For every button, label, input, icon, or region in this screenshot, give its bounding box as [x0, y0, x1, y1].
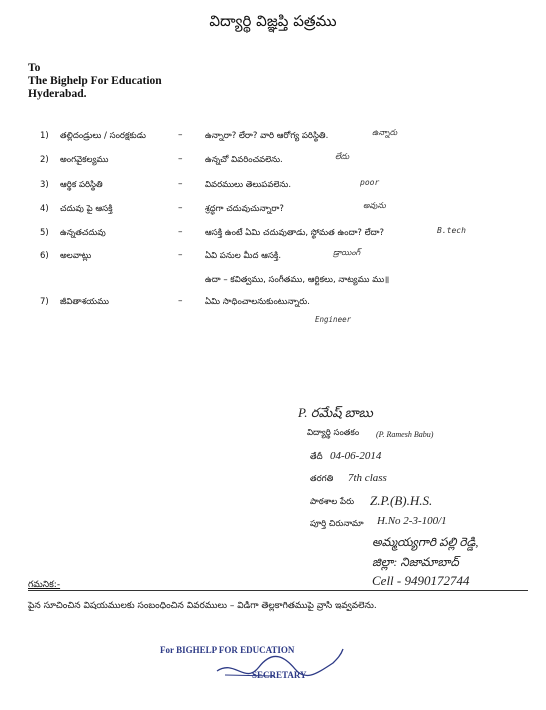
- row-answer: B.tech: [437, 226, 466, 235]
- page-title: విద్యార్థి విజ్ఞప్తి పత్రము: [209, 12, 337, 30]
- row-number: 4): [40, 204, 49, 214]
- address-value: H.No 2-3-100/1: [377, 515, 447, 527]
- row-question: ఉదా – కవిత్వము, సంగీతము, ఆర్టికలు, నాట్యము ము॥: [205, 275, 390, 285]
- student-name-handwritten: P. రమేష్ బాబు: [298, 405, 373, 420]
- row-question: ఉన్నచో వివరించవలెను.: [205, 155, 283, 165]
- row-question: ఆసక్తి ఉంటే ఏమి చదువుతాడు, స్థోమత ఉందా? లేదా?: [205, 228, 385, 238]
- row-dash: –: [178, 154, 183, 164]
- class-value: 7th class: [348, 472, 387, 484]
- date-label: తేదీ: [310, 452, 323, 462]
- address-to: To: [28, 62, 41, 74]
- note-heading: గమనిక:-: [28, 580, 61, 590]
- row-number: 6): [40, 251, 49, 261]
- school-value: Z.P.(B).H.S.: [370, 493, 433, 508]
- row-question: శ్రద్ధగా చదువుచున్నారా?: [205, 204, 284, 214]
- stamp-line2: SECRETARY: [252, 670, 307, 680]
- row-label: ఉన్నతచదువు: [60, 228, 106, 238]
- row-dash: –: [178, 179, 183, 189]
- row-label: ఆర్థిక పరిస్థితి: [60, 180, 103, 190]
- row-question: ఏమి సాధించాలనుకుంటున్నారు.: [205, 297, 310, 307]
- class-label: తరగతి: [310, 474, 334, 484]
- row-label: చదువు పై ఆసక్తి: [60, 204, 113, 214]
- row-number: 5): [40, 228, 49, 238]
- row-label: జీవితాశయము: [60, 297, 110, 307]
- signature-english: (P. Ramesh Babu): [376, 430, 434, 439]
- stamp-line1: For BIGHELP FOR EDUCATION: [160, 645, 295, 655]
- row-label: తల్లిదండ్రులు / సంరక్షకుడు: [60, 131, 146, 141]
- row-dash: –: [178, 296, 183, 306]
- address-city: Hyderabad.: [28, 88, 87, 100]
- row-answer: లేదు: [335, 152, 350, 161]
- school-label: పాఠశాల పేరు: [310, 497, 355, 507]
- row-label: అంగవైకల్యము: [60, 155, 109, 165]
- note-text: పైన సూచించిన విషయములకు సంబంధించిన వివరములు – విడిగా తెల్లకాగితముపై వ్రాసి ఇవ్వవలెను.: [28, 601, 377, 611]
- row-question: ఉన్నారా? లేరా? వారి ఆరోగ్య పరిస్థితి.: [205, 131, 329, 141]
- row-number: 2): [40, 155, 49, 165]
- district-handwritten: జిల్లా: నిజామాబాద్: [372, 555, 459, 569]
- row-dash: –: [178, 130, 183, 140]
- note-divider: [28, 590, 528, 591]
- row-number: 1): [40, 131, 49, 141]
- row-question: వివరములు తెలుపవలెను.: [205, 180, 292, 190]
- date-value: 04-06-2014: [330, 450, 382, 462]
- village-handwritten: అమ్మయ్యగారి పల్లి రెడ్డి,: [372, 535, 479, 549]
- row-dash: –: [178, 227, 183, 237]
- row-answer: poor: [360, 178, 380, 187]
- extra-answer: Engineer: [315, 315, 352, 324]
- row-answer: డ్రాయింగ్: [333, 248, 361, 257]
- row-dash: –: [178, 203, 183, 213]
- row-answer: ఉన్నారు: [372, 128, 398, 137]
- row-answer: అవును: [363, 201, 386, 210]
- signature-label: విద్యార్థి సంతకం: [307, 428, 360, 438]
- row-number: 7): [40, 297, 49, 307]
- address-label: పూర్తి చిరునామా: [310, 519, 364, 529]
- row-number: 3): [40, 180, 49, 190]
- cell-handwritten: Cell - 9490172744: [372, 573, 470, 588]
- row-dash: –: [178, 250, 183, 260]
- row-question: ఏవి పనుల మీద ఆసక్తి.: [205, 251, 282, 261]
- row-label: అలవాట్లు: [60, 251, 92, 261]
- address-org: The Bighelp For Education: [28, 75, 162, 87]
